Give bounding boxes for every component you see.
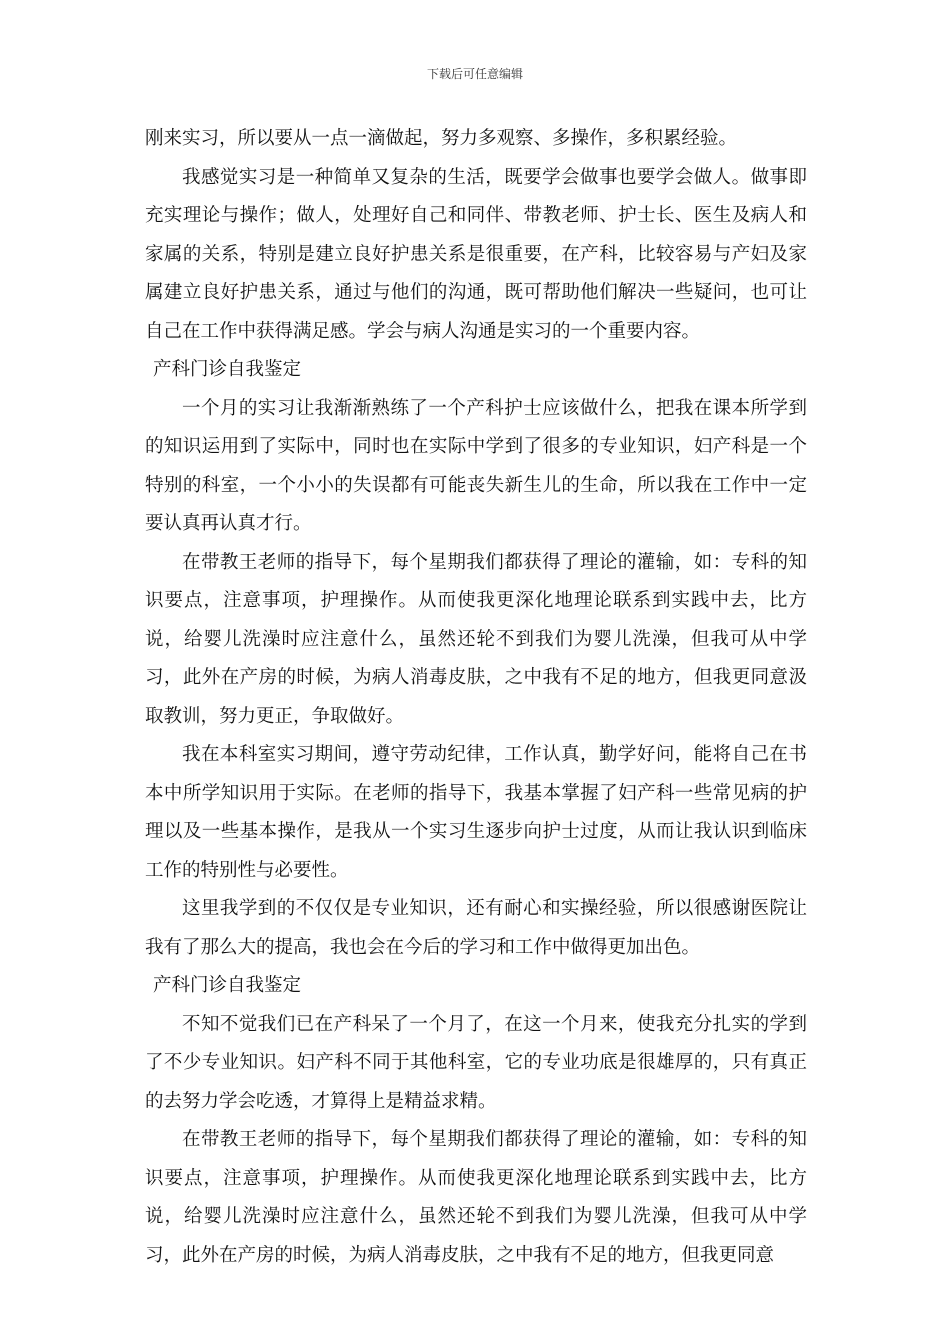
paragraph-7: 不知不觉我们已在产科呆了一个月了，在这一个月来，使我充分扎实的学到了不少专业知识。妇产科不同于其他科室，它的专业功底是很雄厚的，只有真正的去努力学会吃透，才算得上是精益求精。	[145, 1013, 807, 1112]
section-heading-2: 产科门诊自我鉴定	[153, 975, 302, 996]
paragraph-5: 我在本科室实习期间，遵守劳动纪律，工作认真，勤学好问，能将自己在书本中所学知识用于实际。在老师的指导下，我基本掌握了妇产科一些常见病的护理以及一些基本操作，是我从一个实习生逐步向护士过度，从而让我认识到临床工作的特别性与必要性。	[145, 744, 807, 881]
paragraph-2: 我感觉实习是一种简单又复杂的生活，既要学会做事也要学会做人。做事即充实理论与操作；做人，处理好自己和同伴、带教老师、护士长、医生及病人和家属的关系，特别是建立良好护患关系是很重要，在产科，比较容易与产妇及家属建立良好护患关系，通过与他们的沟通，既可帮助他们解决一些疑问，也可让自己在工作中获得满足感。学会与病人沟通是实习的一个重要内容。	[145, 166, 807, 342]
paragraph-4: 在带教王老师的指导下，每个星期我们都获得了理论的灌输，如：专科的知识要点，注意事项，护理操作。从而使我更深化地理论联系到实践中去，比方说，给婴儿洗澡时应注意什么，虽然还轮不到我们为婴儿洗澡，但我可从中学习，此外在产房的时候，为病人消毒皮肤，之中我有不足的地方，但我更同意汲取教训，努力更正，争取做好。	[145, 551, 807, 727]
paragraph-6: 这里我学到的不仅仅是专业知识，还有耐心和实操经验，所以很感谢医院让我有了那么大的提高，我也会在今后的学习和工作中做得更加出色。	[145, 898, 807, 958]
paragraph-1: 刚来实习，所以要从一点一滴做起，努力多观察、多操作，多积累经验。	[145, 128, 738, 149]
page-header: 下载后可任意编辑	[426, 67, 523, 81]
document-body	[145, 120, 807, 1275]
paragraph-8: 在带教王老师的指导下，每个星期我们都获得了理论的灌输，如：专科的知识要点，注意事项，护理操作。从而使我更深化地理论联系到实践中去，比方说，给婴儿洗澡时应注意什么，虽然还轮不到我们为婴儿洗澡，但我可从中学习，此外在产房的时候，为病人消毒皮肤，之中我有不足的地方，但我更同意	[145, 1129, 807, 1266]
section-heading-1: 产科门诊自我鉴定	[153, 359, 302, 380]
paragraph-3: 一个月的实习让我渐渐熟练了一个产科护士应该做什么，把我在课本所学到的知识运用到了实际中，同时也在实际中学到了很多的专业知识，妇产科是一个特别的科室，一个小小的失误都有可能丧失新生儿的生命，所以我在工作中一定要认真再认真才行。	[145, 397, 807, 534]
